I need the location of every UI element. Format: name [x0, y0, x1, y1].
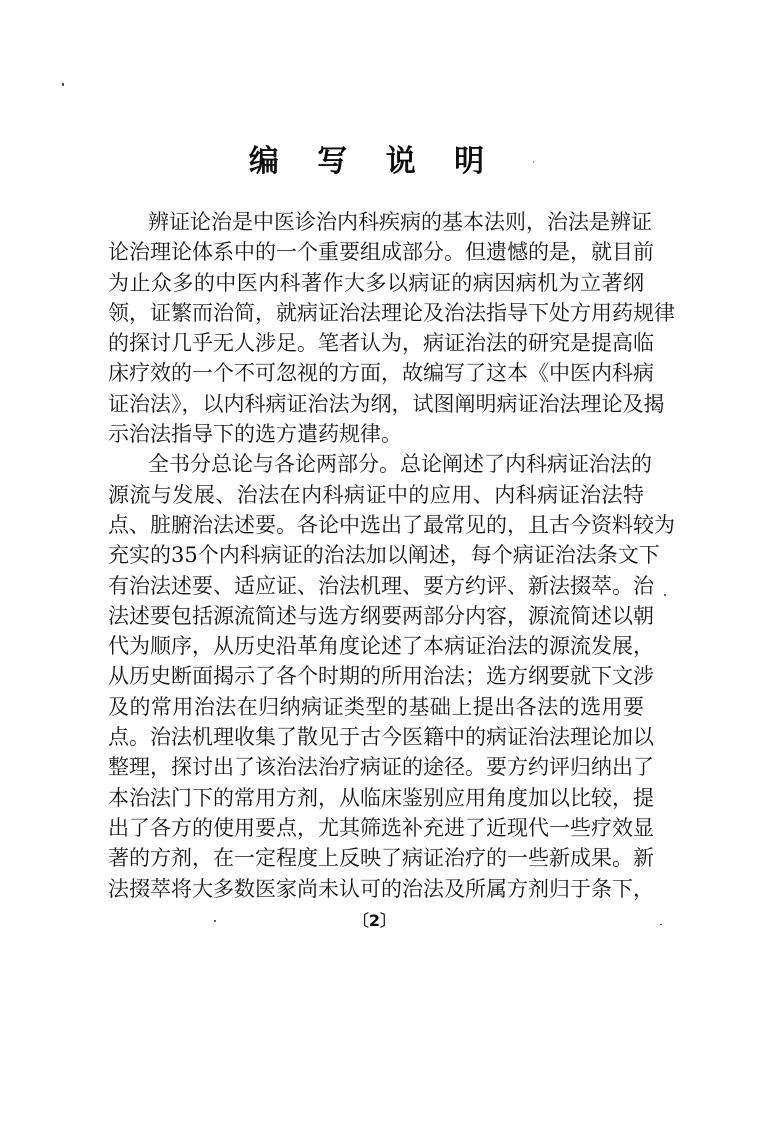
- text-line: 点、脏腑治法述要。各论中选出了最常见的，且古今资料较为: [108, 512, 675, 537]
- text-line: 出了各方的使用要点，尤其筛选补充进了近现代一些疗效显: [108, 815, 654, 840]
- scan-speck: [62, 83, 64, 86]
- text-line: 示治法指导下的选方遣药规律。: [108, 422, 402, 447]
- scan-speck: [660, 924, 662, 925]
- text-line: 充实的35个内科病证的治法加以阐述，每个病证治法条文下: [108, 543, 660, 568]
- text-line: 全书分总论与各论两部分。总论阐述了内科病证治法的: [148, 452, 652, 477]
- text-line: 从历史断面揭示了各个时期的所用治法；选方纲要就下文涉: [108, 664, 654, 689]
- text-line: 著的方剂，在一定程度上反映了病证治疗的一些新成果。新: [108, 846, 654, 871]
- text-line: 代为顺序，从历史沿革角度论述了本病证治法的源流发展，: [108, 634, 654, 659]
- text-line: 证治法》，以内科病证治法为纲，试图阐明病证治法理论及揭: [108, 391, 665, 416]
- page-number: 〔2〕: [352, 911, 397, 930]
- text-line: 点。治法机理收集了散见于古今医籍中的病证治法理论加以: [108, 725, 654, 750]
- text-line: 辨证论治是中医诊治内科疾病的基本法则，治法是辨证: [148, 210, 652, 234]
- text-line: 源流与发展、治法在内科病证中的应用、内科病证治法特: [108, 482, 644, 507]
- page-title: 编 写 说 明: [248, 144, 499, 179]
- scan-speck: [664, 594, 666, 596]
- text-line: 整理，探讨出了该治法治疗病证的途径。要方约评归纳出了: [108, 755, 654, 780]
- text-line: 为止众多的中医内科著作大多以病证的病因病机为立著纲: [108, 270, 644, 295]
- text-line: 床疗效的一个不可忽视的方面，故编写了这本《中医内科病: [108, 361, 654, 386]
- text-line: 法掇萃将大多数医家尚未认可的治法及所属方剂归于条下，: [108, 876, 654, 901]
- text-line: 论治理论体系中的一个重要组成部分。但遗憾的是，就目前: [108, 240, 654, 265]
- body-text: [108, 207, 675, 904]
- text-line: 及的常用治法在归纳病证类型的基础上提出各法的选用要: [108, 694, 644, 719]
- scan-speck: [533, 161, 534, 163]
- text-line: 的探讨几乎无人涉足。笔者认为，病证治法的研究是提高临: [108, 331, 654, 356]
- scan-speck: [214, 920, 216, 922]
- text-line: 领，证繁而治简，就病证治法理论及治法指导下处方用药规律: [108, 300, 675, 325]
- text-line: 有治法述要、适应证、治法机理、要方约评、新法掇萃。治: [108, 573, 654, 598]
- text-line: 法述要包括源流简述与选方纲要两部分内容，源流简述以朝: [108, 603, 654, 628]
- text-line: 本治法门下的常用方剂，从临床鉴别应用角度加以比较，提: [108, 785, 654, 810]
